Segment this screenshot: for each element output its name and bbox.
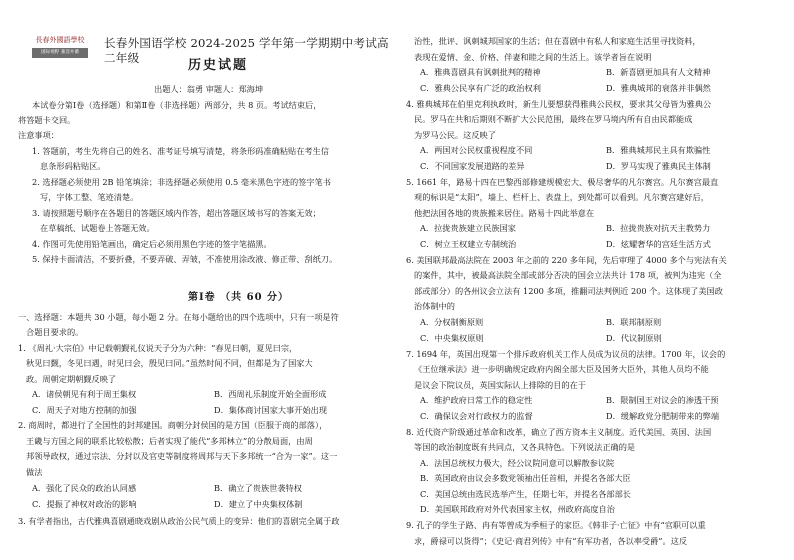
q2-option-b[interactable]: B．确立了贵族世袭特权 [214,483,302,493]
q6-option-c[interactable]: C．中央集权原则 [420,333,484,343]
q6-option-d[interactable]: D．代议制原则 [606,333,662,343]
q2-option-d[interactable]: D．建立了中央集权体制 [214,499,303,509]
section-intro: 一、选择题：本题共 30 小题，每小题 2 分。在每小题给出的四个选项中，只有一项是符 [18,312,339,322]
q3-stem: 3. 有学者指出，古代雅典喜剧通晓戏剧从政治公民气质上的变异：他们的喜剧完全属于政 [18,516,340,526]
section-title: 第Ⅰ卷 （共 60 分） [188,292,290,303]
exam-title: 长春外国语学校 2024-2025 学年第一学期期中考试高二年级 [104,36,389,65]
q2-option-c[interactable]: C．提振了神权对政治的影响 [32,499,137,509]
note-line: 3. 请按照题号顺序在各题目的答题区域内作答，超出答题区域书写的答案无效； [32,208,321,218]
q5-option-c[interactable]: C．树立王权建立专制统治 [420,239,517,249]
q1-option-d[interactable]: D．集体商讨国家大事开始出现 [214,405,328,415]
q3-option-c[interactable]: C．雅典公民享有广泛的政治权利 [420,83,541,93]
note-line: 写，字体工整、笔迹清楚。 [40,192,139,202]
q2-stem: 王畿与方国之间的联系比较松散；后者实现了能代“多邦林立”的分散局面，由周 [26,436,313,446]
q4-stem: 民。罗马在共和后期则不断扩大公民范围，最终在罗马境内所有自由民都能成 [414,114,693,124]
q9-stem: 9. 孔子的学生子路、冉有等曾成为季桓子的家臣。《韩非子·亡征》中有“官职可以重 [406,520,706,530]
q2-stem: 做法 [26,467,43,477]
q5-stem: 观的标识是“太阳”，墙上、栏杆上、表盘上，到处都可以看到。凡尔赛宫建好后， [414,192,709,202]
intro-line: 本试卷分第Ⅰ卷（选择题）和第Ⅱ卷（非选择题）两部分，共 8 页。考试结束后， [32,100,322,110]
q6-option-a[interactable]: A．分权制衡原则 [420,317,484,327]
q6-stem: 的案件，其中，被最高法院全部或部分否决的国会立法共计 178 项，被判为违宪（全 [414,270,722,280]
notes-title: 注意事项： [18,130,59,140]
q7-stem: 《王位继承法》进一步明确规定政府内阁全部大臣及国务大臣外，其他人员均不能 [414,364,709,374]
right-column [406,0,781,560]
q7-option-a[interactable]: A．维护政府日常工作的稳定性 [420,395,533,405]
q4-stem: 为罗马公民。这反映了 [414,130,496,140]
q6-option-b[interactable]: B．联邦制原则 [606,317,662,327]
q2-stem: 邦领导政权，通过宗法、分封以及官吏等制度将周邦与天下多邦统一“合为一家”。这一 [26,451,338,461]
school-logo [32,34,88,74]
authors: 出题人：翁勇 审题人：郑海坤 [154,84,264,94]
note-line: 在草稿纸、试题卷上答题无效。 [40,223,155,233]
note-line: 5. 保持卡面清洁，不要折叠，不要弄破、弄皱，不准使用涂改液、修正带、刮纸刀。 [32,254,338,264]
q6-stem: 6. 美国联邦最高法院在 2003 年之前的 220 多年间，先后审理了 4000 多个与宪法有关 [406,255,727,265]
q7-option-b[interactable]: B．限制国王对议会的渗透干预 [606,395,719,405]
q4-stem: 4. 雅典城邦在伯里克利执政时，新生儿要想获得雅典公民权，要求其父母皆为雅典公 [406,99,712,109]
logo-band: 国际视野 兼容并蓄 [32,48,88,58]
q1-option-c[interactable]: C．周天子对地方控制的加强 [32,405,137,415]
q3-option-a[interactable]: A．雅典喜剧具有讽刺批判的精神 [420,67,541,77]
q2-option-a[interactable]: A．强化了民众的政治认同感 [32,483,137,493]
logo-text: 長春外國語學校 [35,36,85,44]
q9-stem: 求，爵禄可以货得”；《史记·商君列传》中有“有军功者，各以率受爵”。这反 [414,536,688,546]
q7-stem: 是议会下院议员，英国实际认上排除的目的在于 [414,380,586,390]
q5-option-b[interactable]: B．拉拢贵族对抗天主教势力 [606,223,711,233]
note-line: 4. 作图可先使用铅笔画出，确定后必须用黑色字迹的签字笔描黑。 [32,239,272,249]
q4-option-c[interactable]: C．不同国家发展道路的差异 [420,161,525,171]
q5-stem: 5. 1661 年，路易十四在巴黎西部修建规模宏大、极尽奢华的凡尔赛宫。凡尔赛宫最直 [406,177,719,187]
q3-option-d[interactable]: D．雅典城邦的衰落并非偶然 [606,83,711,93]
note-line: 1. 答题前，考生先将自己的姓名、准考证号填写清楚，将条形码准确粘贴在考生信 [32,146,329,156]
q1-option-a[interactable]: A．诸侯朝见有利于周王集权 [32,389,137,399]
q8-stem: 等国的政治制度既有共同点，又各具特色。下列说法正确的是 [414,442,636,452]
q3-stem: 治性，批评、讽刺城邦国家的生活；但在喜剧中有私人和家庭生活里寻找资料， [414,36,701,46]
q7-stem: 7. 1694 年，英国出现第一个排斥政府机关工作人员成为议员的法律。1700 年，议会的 [406,349,726,359]
q8-option-d[interactable]: D．美国联邦政府对外代表国家主权，州政府高度自治 [420,504,615,514]
q3-stem: 表现在爱情、金、价格、伴妻和睦之间的生活上。该学者旨在说明 [414,52,652,62]
q6-stem: 治体制中的 [414,301,455,311]
q6-stem: 部或部分）的各州议会立法有 1200 多项，推翻司法判例近 200 个。这体现了美国政 [414,286,723,296]
q8-option-a[interactable]: A．法国总统权力极大，经公议院同意可以解散参议院 [420,458,615,468]
q8-option-c[interactable]: C．美国总统由选民选举产生，任期七年，并提名各部部长 [420,489,631,499]
subject-title: 历史试题 [188,58,249,73]
q8-stem: 8. 近代资产阶级通过革命和改革，确立了西方资本主义制度。近代美国、英国、法国 [406,427,712,437]
q5-option-d[interactable]: D．炫耀奢华的宫廷生活方式 [606,239,711,249]
q1-stem: 秋见曰觐，冬见曰遇，时见曰会，殷见曰同。”虽然时间不同，但都是为了国家大 [26,358,313,368]
q1-stem: 政。周朝定期朝觐反映了 [26,374,117,384]
q7-option-c[interactable]: C．确保议会对行政权力的监督 [420,411,533,421]
q2-stem: 2. 商周时，都进行了全国性的封邦建国。商朝分封侯国的是方国（臣服于商的部落）， [18,420,328,430]
section-intro: 合题目要求的。 [26,327,84,337]
q1-stem: 1. 《周礼·大宗伯》中记载朝觐礼仪说天子分为六种：“春见曰朝，夏见曰宗， [18,343,298,353]
note-line: 息条形码粘贴区。 [40,161,106,171]
q4-option-b[interactable]: B．雅典城邦民主具有欺骗性 [606,145,711,155]
q7-option-d[interactable]: D．缓解政党分肥制带来的弊端 [606,411,720,421]
left-column [18,0,390,560]
q5-option-a[interactable]: A．拉拢贵族建立民族国家 [420,223,516,233]
q4-option-d[interactable]: D．罗马实现了雅典民主体制 [606,161,711,171]
q1-option-b[interactable]: B．西周礼乐制度开始全面形成 [214,389,327,399]
q8-option-b[interactable]: B．英国政府由议会多数党领袖出任首相，并提名各部大臣 [420,473,631,483]
q5-stem: 他把法国各地的贵族搬来居住。路易十四此举意在 [414,208,595,218]
q4-option-a[interactable]: A．两国对公民权重视程度不同 [420,145,533,155]
q3-option-b[interactable]: B．新喜剧更加具有人文精神 [606,67,711,77]
note-line: 2. 选择题必须使用 2B 铅笔填涂；非选择题必须使用 0.5 毫米黑色字迹的签字笔书 [32,177,331,187]
intro-line-2: 将答题卡交回。 [18,115,76,125]
